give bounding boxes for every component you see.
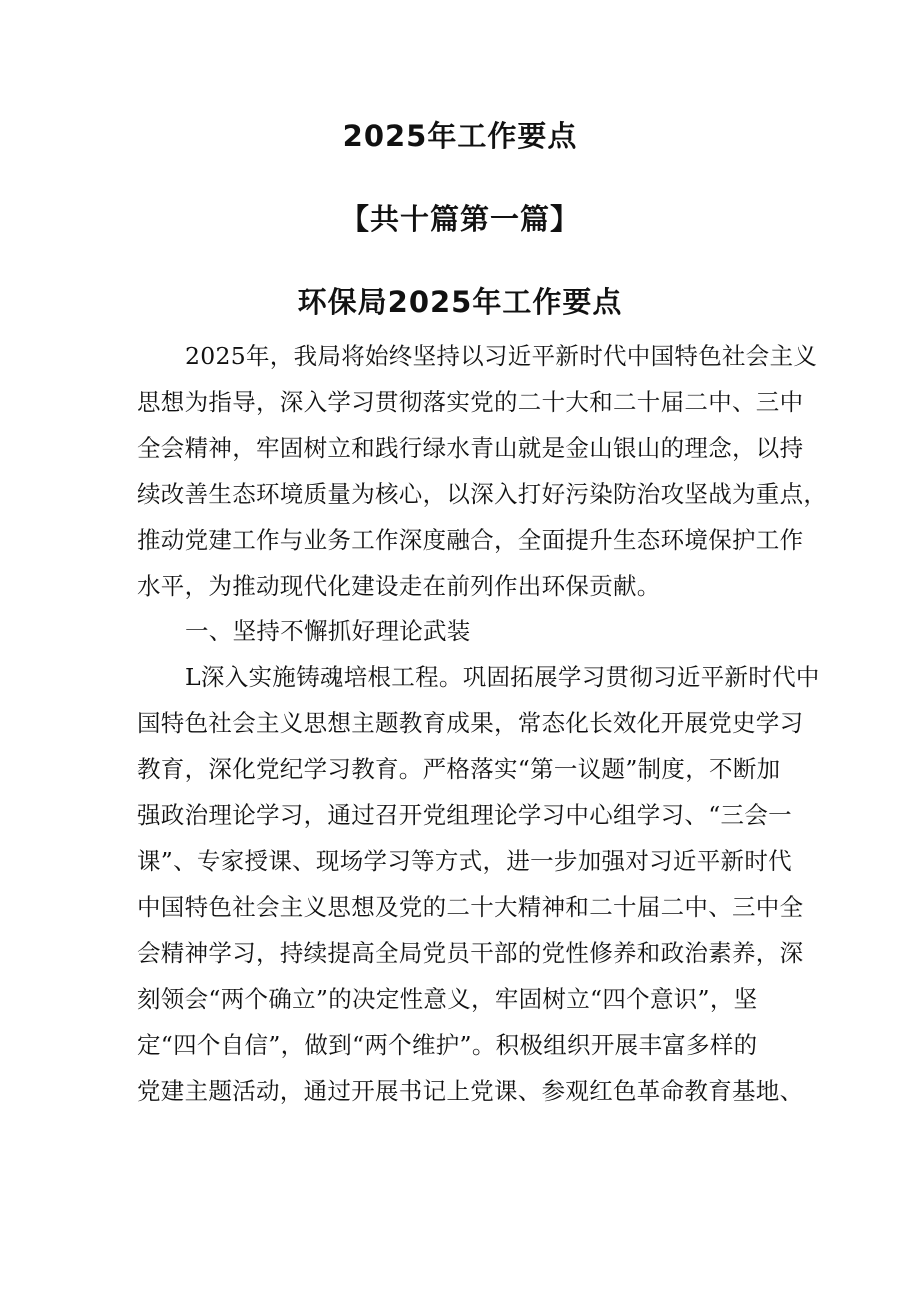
- intro-line: 水平，为推动现代化建设走在前列作出环保贡献。: [137, 572, 661, 600]
- intro-line: 全会精神，牢固树立和践行绿水青山就是金山银山的理念，以持: [137, 434, 804, 462]
- main-title: 2025年工作要点: [342, 119, 578, 153]
- body-line: 国特色社会主义思想主题教育成果，常态化长效化开展党史学习: [137, 709, 804, 737]
- document-title: 环保局2025年工作要点: [297, 285, 623, 319]
- intro-line: 推动党建工作与业务工作深度融合，全面提升生态环境保护工作: [137, 526, 804, 554]
- body-line: 强政治理论学习，通过召开党组理论学习中心组学习、“三会一: [137, 801, 792, 829]
- intro-line: 思想为指导，深入学习贯彻落实党的二十大和二十届二中、三中: [137, 388, 804, 416]
- series-title: 【共十篇第一篇】: [339, 202, 580, 236]
- section-heading: 一、坚持不懈抓好理论武装: [185, 617, 471, 645]
- body-line: 中国特色社会主义思想及党的二十大精神和二十届二中、三中全: [137, 893, 804, 921]
- body-line: 会精神学习，持续提高全局党员干部的党性修养和政治素养，深: [137, 939, 804, 967]
- body-line: 定“四个自信”，做到“两个维护”。积极组织开展丰富多样的: [137, 1031, 758, 1059]
- body-line: 刻领会“两个确立”的决定性意义，牢固树立“四个意识”，坚: [137, 985, 758, 1013]
- body-line: L深入实施铸魂培根工程。巩固拓展学习贯彻习近平新时代中: [185, 663, 820, 691]
- intro-line: 2025年，我局将始终坚持以习近平新时代中国特色社会主义: [185, 342, 818, 370]
- body-line: 党建主题活动，通过开展书记上党课、参观红色革命教育基地、: [137, 1077, 804, 1105]
- body-line: 课”、专家授课、现场学习等方式，进一步加强对习近平新时代: [137, 847, 792, 875]
- intro-line: 续改善生态环境质量为核心，以深入打好污染防治攻坚战为重点，: [137, 480, 828, 508]
- body-line: 教育，深化党纪学习教育。严格落实“第一议题”制度，不断加: [137, 755, 781, 783]
